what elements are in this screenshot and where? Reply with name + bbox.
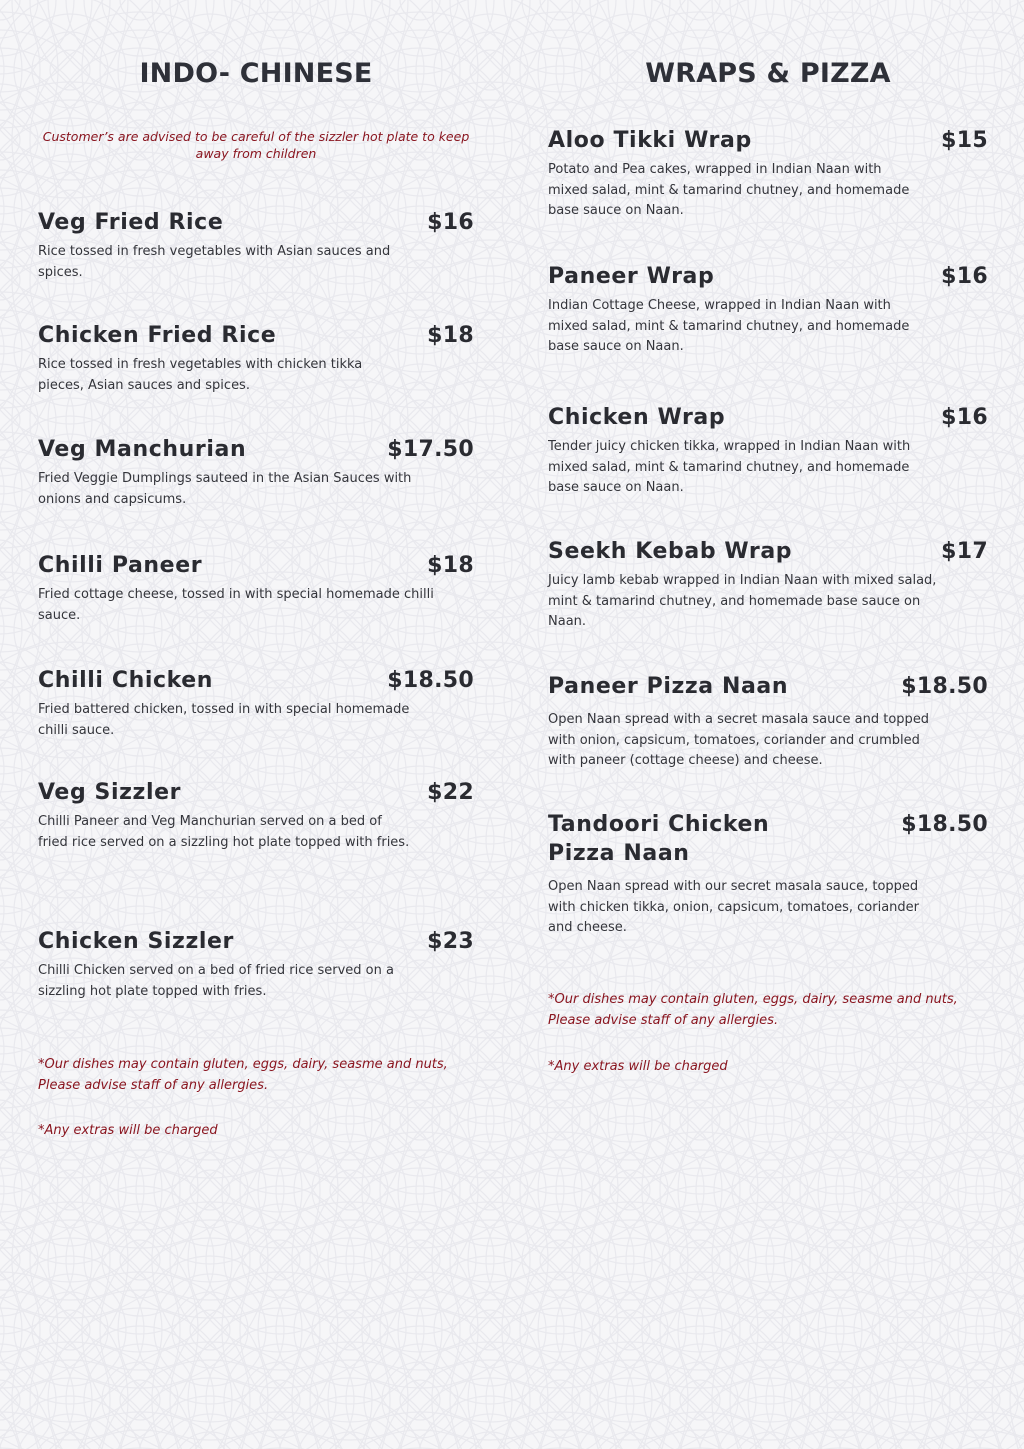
menu-item [38,435,474,510]
menu-item [38,321,474,396]
item-name: Chicken Fried Rice [38,323,277,348]
item-name: Paneer Wrap [548,264,715,289]
item-price: $17.50 [387,437,474,462]
extras-note: *Any extras will be charged [548,1059,728,1074]
item-name: Veg Fried Rice [38,210,224,235]
allergy-note: *Our dishes may contain gluten, eggs, dairy, seasme and nuts, Please advise staff of any allergies. [548,992,958,1028]
item-description: Fried battered chicken, tossed in with special homemade chilli sauce. [38,702,410,738]
item-description: Chilli Paneer and Veg Manchurian served on a bed of fried rice served on a sizzling hot plate topped with fries. [38,814,410,850]
section-heading-wraps-pizza: WRAPS & PIZZA [645,58,891,89]
item-description: Potato and Pea cakes, wrapped in Indian Naan with mixed salad, mint & tamarind chutney, and homemade base sauce on Naan. [548,162,910,218]
item-description: Rice tossed in fresh vegetables with chicken tikka pieces, Asian sauces and spices. [38,357,363,393]
item-description: Chilli Chicken served on a bed of fried rice served on a sizzling hot plate topped with fries. [38,963,394,999]
menu-item [38,778,474,853]
menu-item [38,208,474,283]
extras-note: *Any extras will be charged [38,1123,218,1138]
section-heading-indo-chinese: INDO- CHINESE [139,58,373,89]
menu-item [548,403,988,499]
item-name: Chilli Chicken [38,668,214,693]
item-price: $16 [941,405,988,430]
item-name: Chicken Sizzler [38,929,234,954]
item-price: $16 [427,210,474,235]
item-description: Indian Cottage Cheese, wrapped in Indian Naan with mixed salad, mint & tamarind chutney, and homemade base sauce on Naan. [548,298,910,354]
item-price: $18.50 [901,812,988,837]
item-price: $18 [427,323,474,348]
item-name: Veg Manchurian [38,437,247,462]
menu-item [548,537,988,633]
item-price: $18.50 [901,674,988,699]
menu-item [548,672,988,772]
item-description: Juicy lamb kebab wrapped in Indian Naan with mixed salad, mint & tamarind chutney, and homemade base sauce on Naan. [548,573,937,629]
item-price: $18 [427,553,474,578]
item-name: Aloo Tikki Wrap [548,128,752,153]
menu-item [548,262,988,358]
item-description: Fried Veggie Dumplings sauteed in the Asian Sauces with onions and capsicums. [38,471,412,507]
menu-item [38,666,474,741]
item-price: $18.50 [387,668,474,693]
item-price: $22 [427,780,474,805]
item-name: Tandoori Chicken Pizza Naan [548,812,770,866]
item-name: Paneer Pizza Naan [548,674,789,699]
item-description: Fried cottage cheese, tossed in with special homemade chilli sauce. [38,587,434,623]
item-price: $17 [941,539,988,564]
menu-item [38,551,474,626]
item-description: Rice tossed in fresh vegetables with Asian sauces and spices. [38,244,391,280]
sizzler-safety-notice: Customer’s are advised to be careful of the sizzler hot plate to keep away from children [42,129,470,161]
item-name: Veg Sizzler [38,780,182,805]
item-price: $15 [941,128,988,153]
item-description: Tender juicy chicken tikka, wrapped in Indian Naan with mixed salad, mint & tamarind chutney, and homemade base sauce on Naan. [548,439,911,495]
item-description: Open Naan spread with our secret masala sauce, topped with chicken tikka, onion, capsicum, tomatoes, coriander and cheese. [548,879,920,935]
allergy-note: *Our dishes may contain gluten, eggs, dairy, seasme and nuts, Please advise staff of any allergies. [38,1057,448,1093]
menu-item [548,126,988,222]
item-price: $23 [427,929,474,954]
item-name: Seekh Kebab Wrap [548,539,793,564]
menu-item [38,927,474,1002]
item-name: Chicken Wrap [548,405,726,430]
item-description: Open Naan spread with a secret masala sauce and topped with onion, capsicum, tomatoes, coriander and crumbled with paneer (cottage cheese) and cheese. [548,712,930,768]
item-price: $16 [941,264,988,289]
item-name: Chilli Paneer [38,553,203,578]
menu-item [548,810,988,939]
